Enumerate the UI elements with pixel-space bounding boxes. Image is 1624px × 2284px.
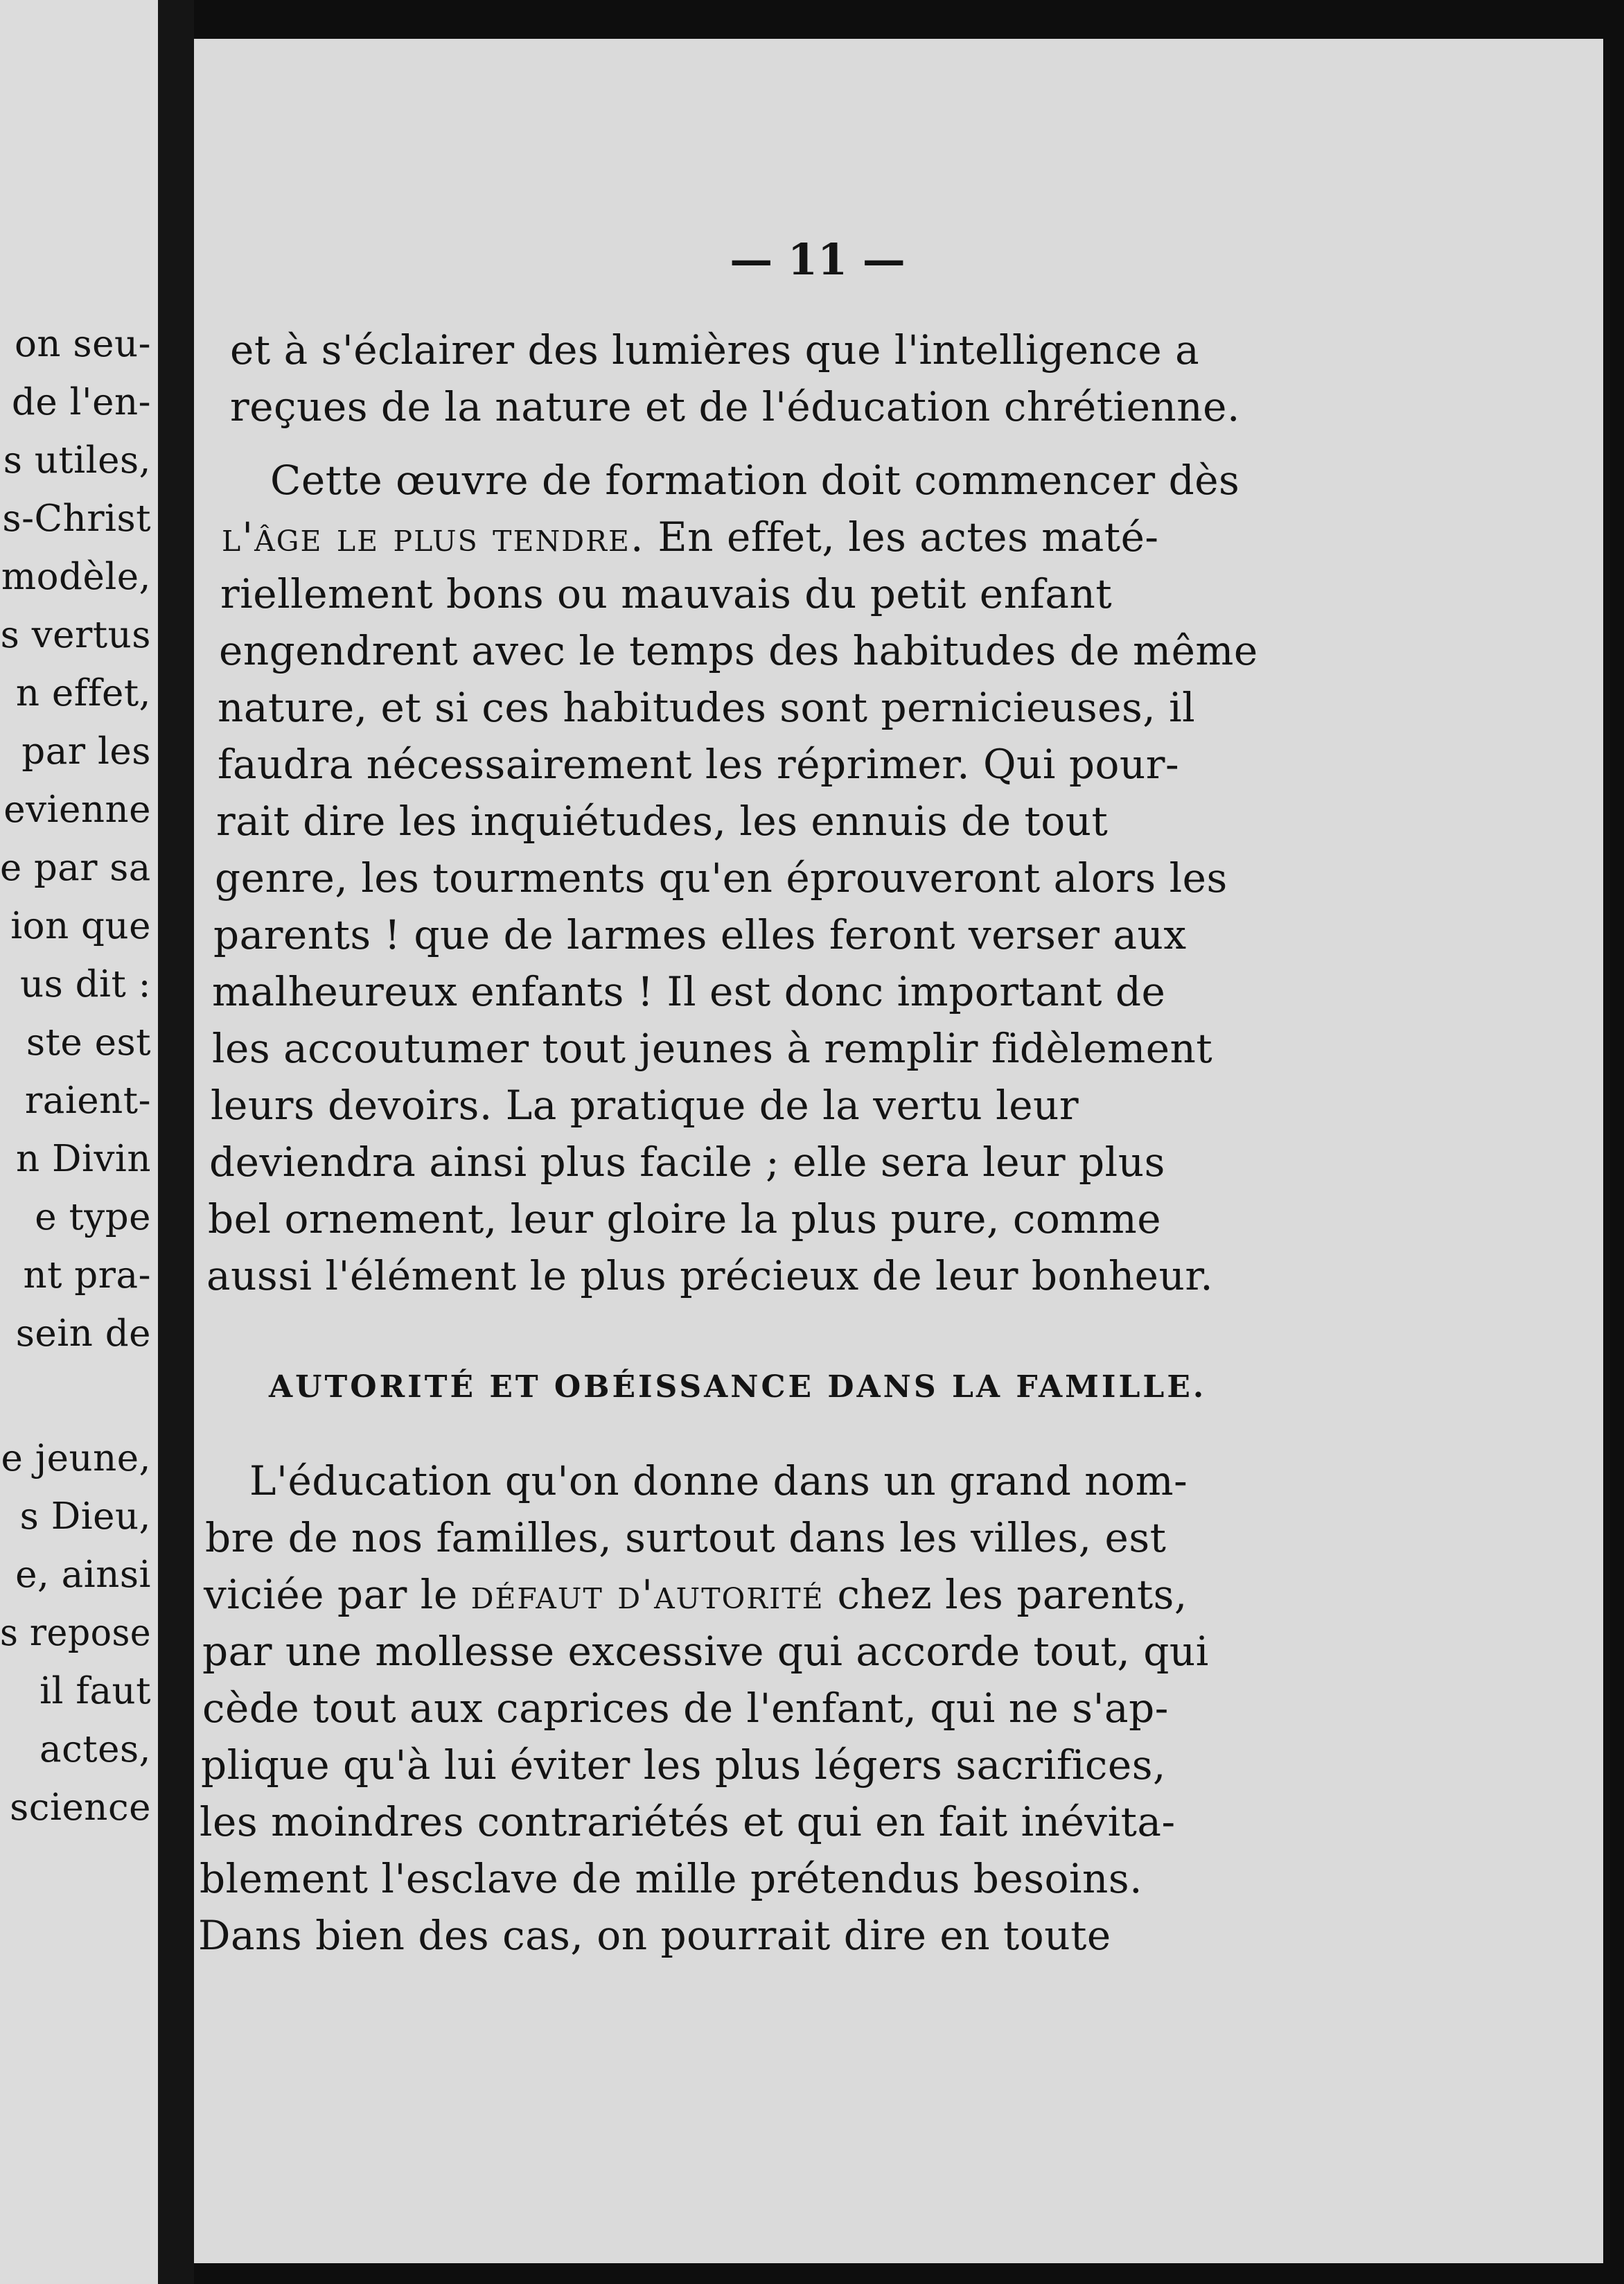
left-fragment: s-Christ: [2, 498, 151, 540]
left-fragment: par les: [21, 730, 151, 773]
left-fragment: us dit :: [19, 963, 151, 1005]
left-fragment: n effet,: [15, 672, 151, 714]
text-segment: chez les parents,: [824, 1571, 1188, 1618]
text-line: malheureux enfants ! Il est donc important de: [212, 968, 1166, 1015]
text-line: plique qu'à lui éviter les plus légers sacrifices,: [201, 1741, 1166, 1789]
text-line: nature, et si ces habitudes sont pernicieuses, il: [218, 684, 1196, 731]
left-fragment: nt pra-: [23, 1254, 151, 1297]
left-fragment: s vertus: [0, 614, 151, 656]
left-fragment: evienne: [3, 789, 151, 831]
left-fragment: ion que: [10, 905, 151, 947]
left-fragment: sein de: [15, 1312, 151, 1355]
text-line: par une mollesse excessive qui accorde tout, qui: [202, 1628, 1209, 1675]
text-line: les accoutumer tout jeunes à remplir fidèlement: [212, 1025, 1213, 1072]
text-line: aussi l'élément le plus précieux de leur bonheur.: [206, 1252, 1214, 1299]
emphasis-small-caps: défaut d'autorité: [470, 1571, 824, 1618]
left-fragment: science: [10, 1786, 151, 1829]
text-line: les moindres contrariétés et qui en fait inévita-: [200, 1798, 1176, 1845]
body-text: [194, 39, 1603, 2263]
text-line: [222, 513, 1159, 561]
text-line: blement l'esclave de mille prétendus besoins.: [200, 1855, 1143, 1902]
right-page: [194, 39, 1603, 2263]
text-segment: En effet, les actes maté-: [644, 513, 1159, 561]
text-line: Dans bien des cas, on pourrait dire en toute: [198, 1912, 1111, 1959]
text-line: engendrent avec le temps des habitudes de même: [219, 627, 1258, 674]
text-line: Cette œuvre de formation doit commencer dès: [270, 457, 1240, 504]
text-line: faudra nécessairement les réprimer. Qui pour-: [218, 741, 1180, 788]
text-line: deviendra ainsi plus facile ; elle sera leur plus: [209, 1139, 1165, 1186]
left-fragment: raient-: [24, 1080, 151, 1122]
left-fragment: ste est: [26, 1021, 151, 1064]
text-line: rait dire les inquiétudes, les ennuis de tout: [216, 798, 1109, 845]
text-line: cède tout aux caprices de l'enfant, qui ne s'ap-: [202, 1685, 1169, 1732]
left-fragment: s repose: [0, 1612, 151, 1654]
left-fragment: e type: [35, 1196, 151, 1238]
left-fragment: de l'en-: [11, 381, 151, 423]
left-fragment: e jeune,: [1, 1437, 151, 1479]
left-fragment: s Dieu,: [19, 1495, 151, 1538]
text-line: riellement bons ou mauvais du petit enfant: [220, 570, 1113, 617]
text-line: [204, 1571, 1188, 1618]
left-fragment: e, ainsi: [15, 1554, 151, 1596]
book-gutter: [158, 0, 194, 2284]
left-fragment: n Divin: [16, 1138, 151, 1180]
text-line: leurs devoirs. La pratique de la vertu leur: [211, 1082, 1079, 1129]
left-fragment: actes,: [39, 1728, 151, 1771]
emphasis-small-caps: l'âge le plus tendre.: [222, 513, 645, 561]
text-line: reçues de la nature et de l'éducation chrétienne.: [230, 383, 1240, 430]
text-line: et à s'éclairer des lumières que l'intelligence a: [230, 326, 1200, 374]
text-line: bre de nos familles, surtout dans les villes, est: [205, 1514, 1167, 1561]
text-line: bel ornement, leur gloire la plus pure, comme: [208, 1195, 1162, 1242]
text-segment: viciée par le: [204, 1571, 471, 1618]
text-line: L'éducation qu'on donne dans un grand nom-: [249, 1457, 1188, 1504]
left-facing-page: [0, 0, 158, 2284]
left-fragment: s utiles,: [3, 439, 151, 482]
left-fragment: e par sa: [0, 847, 151, 889]
left-fragment: modèle,: [1, 556, 151, 598]
section-heading: AUTORITÉ ET OBÉISSANCE DANS LA FAMILLE.: [269, 1369, 1207, 1405]
text-line: genre, les tourments qu'en éprouveront alors les: [215, 854, 1228, 902]
text-line: parents ! que de larmes elles feront verser aux: [213, 911, 1187, 958]
left-fragment: on seu-: [15, 323, 151, 365]
page-number: — 11 —: [730, 234, 906, 285]
left-fragment: il faut: [39, 1670, 151, 1712]
